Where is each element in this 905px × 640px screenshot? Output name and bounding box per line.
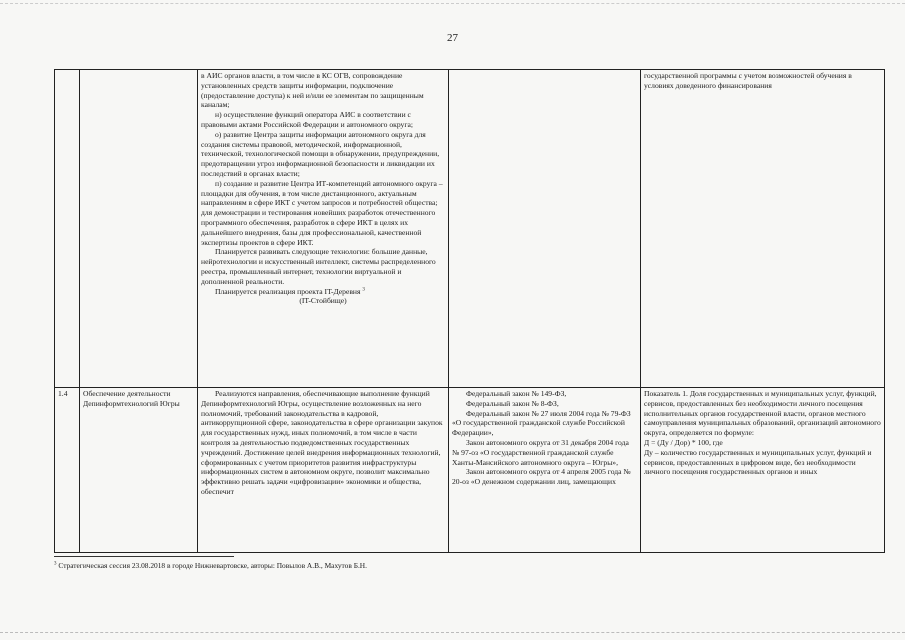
- paragraph: Планируется развивать следующие технологии: большие данные, нейротехнологии и искусственный интеллект, системы распределенного реестра, промышленный интернет, технологии виртуальной и дополненной реальности.: [201, 247, 436, 286]
- cell-num: 1.4: [55, 388, 80, 553]
- footnote-separator: [54, 556, 234, 557]
- cell-name: Обеспечение деятельности Депинформтехнологий Югры: [80, 388, 198, 553]
- cell-name: [80, 70, 198, 388]
- paragraph: Федеральный закон № 27 июля 2004 года № 79-ФЗ «О государственной гражданской службе Российской Федерации»,: [452, 408, 631, 438]
- table-row-1-4: [55, 388, 885, 553]
- paragraph: Закон автономного округа от 31 декабря 2004 года № 97-оз «О государственной гражданской службе Ханты-Мансийского автономного округа – Югры»,: [452, 437, 629, 467]
- table-row-continuation: [55, 70, 885, 388]
- paragraph: [201, 287, 445, 297]
- paragraph: государственной программы с учетом возможностей обучения в условиях доведенного финансирования: [644, 71, 852, 90]
- cell-legal-basis: [449, 70, 641, 388]
- footnote: [54, 561, 367, 570]
- footnote-text: Стратегическая сессия 23.08.2018 в городе Нижневартовске, авторы: Повылов А.В., Махутов Б.Н.: [58, 561, 367, 570]
- paragraph: н) осуществление функций оператора АИС в соответствии с правовыми актами Российской Федерации и автономного округа;: [201, 110, 413, 129]
- paragraph: Закон автономного округа от 4 апреля 2005 года № 20-оз «О денежном содержании лиц, замещающих: [452, 467, 631, 487]
- paragraph: Ду – количество государственных и муниципальных услуг, функций и сервисов, предоставленных в цифровом виде, без необходимости личного посещения государственных органов и иных: [644, 447, 872, 477]
- cell-indicators: [641, 70, 885, 388]
- cell-content: [198, 388, 449, 553]
- cell-content: [198, 70, 449, 388]
- page-number: 27: [447, 32, 458, 44]
- scan-edge-top: [0, 3, 905, 4]
- paragraph: Федеральный закон № 8-ФЗ,: [466, 398, 559, 408]
- footnote-mark: 3: [54, 561, 57, 567]
- paragraph: Реализуются направления, обеспечивающие выполнение функций Депинформтехнологий Югры, осуществление возложенных на него полномочий, требований законодательства в кадровой, антикоррупционной сфере, законодательства в сфере организации закупок для государственных нужд, иных полномочий, в том числе в части контроля за деятельностью подведомственных государственных учреждений. Достижение целей внедрения информационных технологий, сформированных с учетом приоритетов развития инфраструктуры информационных систем в автономном округе, позволит максимально эффективно решать задачи «цифровизации» экономики и общества, обеспечит: [201, 389, 443, 496]
- cell-legal-basis: [449, 388, 641, 553]
- paragraph: Д = (Ду / Дор) * 100, где: [644, 437, 723, 447]
- paragraph: о) развитие Центра защиты информации автономного округа для создания системы правовой, методической, информационной, технической, технологической помощи в обнаружении, предупреждении, предотвращении угроз информационной безопасности и ликвидации их последствий в органах власти;: [201, 129, 440, 178]
- paragraph: (IT-Стойбище): [299, 296, 347, 306]
- paragraph: Показатель 1. Доля государственных и муниципальных услуг, функций, сервисов, предоставленных без необходимости личного посещения исполнительных органов государственной власти, органов местного самоуправления муниципальных образований, организаций автономного округа, определяется по формуле:: [644, 389, 881, 438]
- footnote-ref: 3: [362, 287, 365, 292]
- paragraph: п) создание и развитие Центра ИТ-компетенций автономного округа – площадки для обучения, в том числе дистанционного, актуальным направлениям в сфере ИКТ с учетом запросов и потребностей общества; для демонстрации и тестирования новейших разработок отечественного программного обеспечения, разработок в сфере ИКТ в целях их дальнейшего внедрения, базы для профессиональной, качественной экспертизы проектов в сфере ИКТ.: [201, 178, 443, 247]
- program-table: [54, 69, 885, 553]
- paragraph: в АИС органов власти, в том числе в КС ОГВ, сопровождение установленных средств защиты информации, подключение (предоставление доступа) к ней и/или ее элементам по защищенным каналам;: [201, 71, 424, 110]
- cell-indicators: [641, 388, 885, 553]
- scan-edge-bottom: [0, 632, 905, 633]
- paragraph: Федеральный закон № 149-ФЗ,: [466, 389, 567, 398]
- paragraph-text: Планируется реализация проекта IT-Деревня: [215, 286, 361, 296]
- cell-num: [55, 70, 80, 388]
